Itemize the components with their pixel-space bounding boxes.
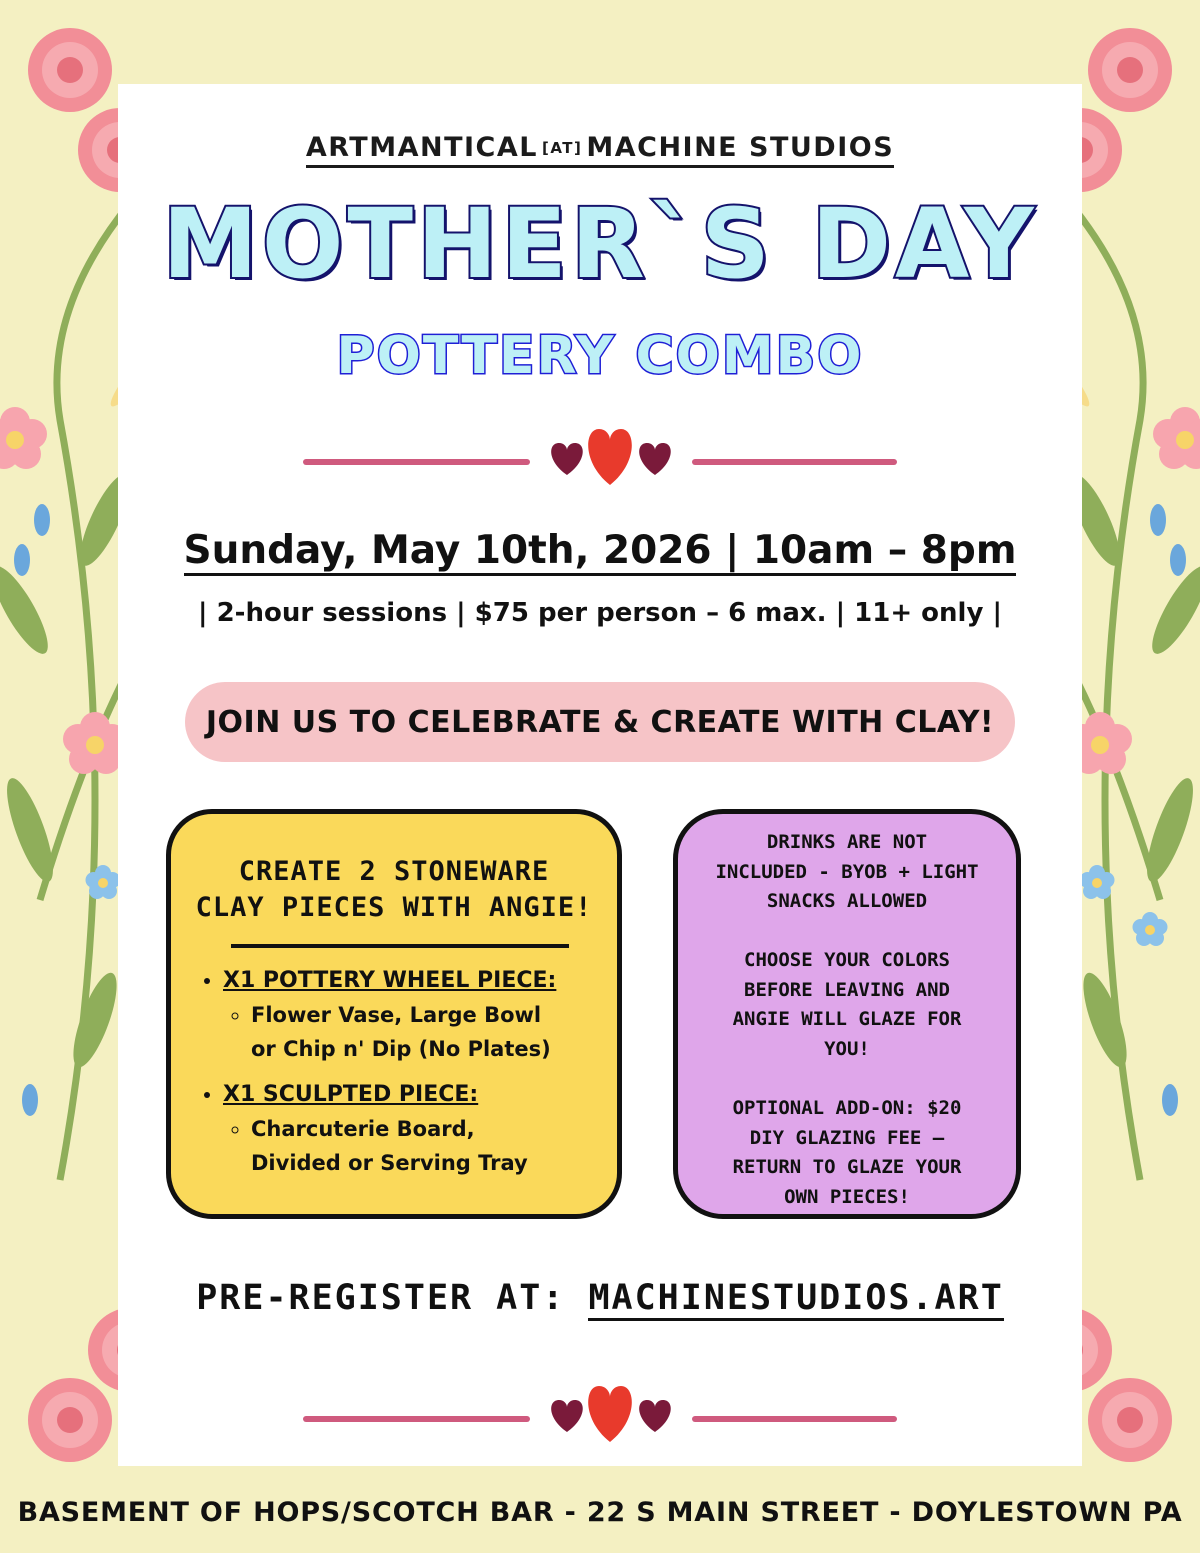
celebrate-banner: JOIN US TO CELEBRATE & CREATE WITH CLAY! bbox=[185, 682, 1015, 762]
colors-line3: ANGIE WILL GLAZE FOR bbox=[732, 1008, 962, 1030]
drinks-line1: DRINKS ARE NOT bbox=[766, 831, 928, 853]
sculpted-piece-label: X1 SCULPTED PIECE: bbox=[223, 1082, 479, 1107]
heart-icon bbox=[639, 1400, 671, 1432]
divider-line-right bbox=[692, 1416, 897, 1422]
wheel-piece-line1: Flower Vase, Large Bowl bbox=[251, 1003, 542, 1027]
colors-note bbox=[692, 946, 1002, 1064]
hearts-divider-bottom bbox=[300, 1380, 900, 1442]
heart-icon bbox=[588, 1386, 632, 1442]
event-title: MOTHER`S DAY bbox=[162, 188, 1038, 300]
venue-address: BASEMENT OF HOPS/SCOTCH BAR - 22 S MAIN STREET - DOYLESTOWN PA bbox=[17, 1497, 1183, 1528]
sculpted-piece-line2: Divided or Serving Tray bbox=[251, 1151, 528, 1175]
heart-icon bbox=[639, 443, 671, 475]
register-link[interactable]: MACHINESTUDIOS.ART bbox=[588, 1278, 1003, 1321]
heart-icon bbox=[551, 1400, 583, 1432]
studio-name bbox=[0, 132, 1200, 163]
offer-heading bbox=[171, 854, 617, 926]
event-date-text: Sunday, May 10th, 2026 | 10am – 8pm bbox=[184, 528, 1017, 576]
colors-line2: BEFORE LEAVING AND bbox=[744, 978, 950, 1001]
list-item bbox=[223, 1078, 556, 1180]
drinks-line3: SNACKS ALLOWED bbox=[766, 890, 928, 912]
preregister bbox=[0, 1278, 1200, 1318]
drinks-line2: INCLUDED - BYOB + LIGHT bbox=[715, 860, 979, 883]
event-date bbox=[0, 528, 1200, 573]
divider-line-right bbox=[692, 459, 897, 465]
offer-heading-line2: CLAY PIECES WITH ANGIE! bbox=[195, 892, 593, 923]
heart-icon bbox=[588, 429, 632, 485]
addon-line2: DIY GLAZING FEE — bbox=[749, 1126, 945, 1149]
list-item bbox=[223, 964, 556, 1066]
addon-line3: RETURN TO GLAZE YOUR bbox=[732, 1156, 962, 1178]
addon-note bbox=[692, 1094, 1002, 1212]
colors-line1: CHOOSE YOUR COLORS bbox=[744, 949, 950, 971]
wheel-piece-line2: or Chip n' Dip (No Plates) bbox=[251, 1037, 551, 1061]
divider-line-left bbox=[303, 1416, 530, 1422]
addon-line4: OWN PIECES! bbox=[784, 1185, 910, 1208]
sculpted-piece-line1: Charcuterie Board, bbox=[251, 1117, 475, 1141]
list-item bbox=[251, 998, 556, 1066]
offer-list bbox=[193, 964, 556, 1192]
list-item bbox=[251, 1112, 556, 1180]
divider-line-left bbox=[303, 459, 530, 465]
studio-name-left: ARTMANTICAL bbox=[305, 132, 538, 163]
offer-box bbox=[166, 809, 622, 1219]
offer-heading-line1: CREATE 2 STONEWARE bbox=[238, 856, 550, 887]
event-subtitle: POTTERY COMBO bbox=[336, 326, 864, 386]
info-box bbox=[673, 809, 1021, 1219]
wheel-piece-label: X1 POTTERY WHEEL PIECE: bbox=[223, 968, 557, 993]
studio-at: [AT] bbox=[541, 139, 583, 157]
hearts-divider-top bbox=[300, 425, 900, 487]
colors-line4: YOU! bbox=[824, 1037, 870, 1060]
preregister-label: PRE-REGISTER AT: bbox=[196, 1278, 566, 1318]
event-details: | 2-hour sessions | $75 per person – 6 max. | 11+ only | bbox=[198, 598, 1002, 628]
addon-line1: OPTIONAL ADD-ON: $20 bbox=[732, 1097, 962, 1119]
heart-icon bbox=[551, 443, 583, 475]
studio-name-right: MACHINE STUDIOS bbox=[586, 132, 895, 163]
drinks-note bbox=[692, 828, 1002, 917]
offer-divider bbox=[231, 944, 569, 948]
